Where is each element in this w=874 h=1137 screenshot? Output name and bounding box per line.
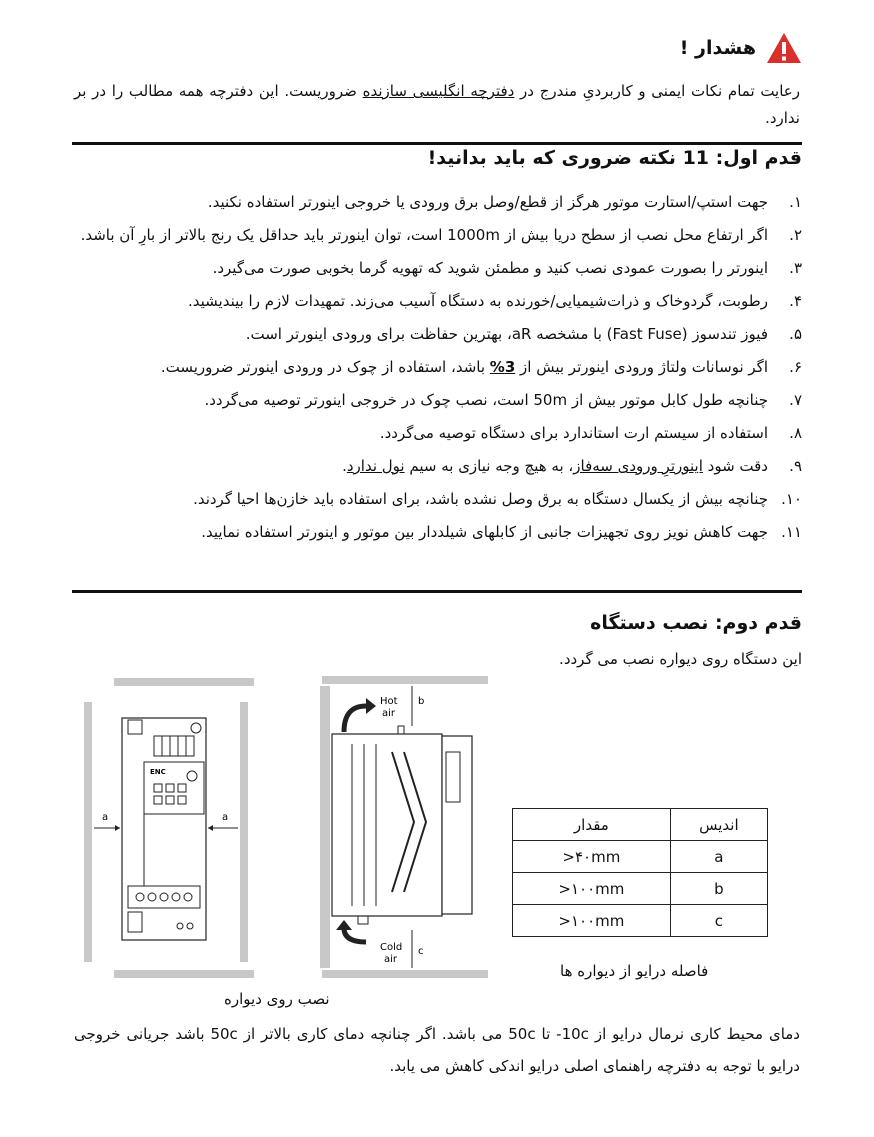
header-index: اندیس xyxy=(670,809,767,841)
bottom-clearance-bar xyxy=(322,970,488,978)
item-text: اگر ارتفاع محل نصب از سطح دریا بیش از 1000m است، توان اینورتر باید حداقل یک رنج بالاتر از بارِ آن باشد. xyxy=(80,226,768,244)
intro-text-after: ضروریست. این دفترچه همه مطالب را در بر ندارد. xyxy=(74,82,800,127)
step2-subtitle: این دستگاه روی دیواره نصب می گردد. xyxy=(559,650,802,668)
cell-index: a xyxy=(670,841,767,873)
table-row xyxy=(513,905,768,937)
voltage-threshold: 3% xyxy=(489,358,516,376)
cell-value: >۱۰۰mm xyxy=(513,905,671,937)
warning-header xyxy=(680,28,802,68)
inverter-front xyxy=(122,718,206,940)
item-number: ۱. xyxy=(789,193,802,211)
step1-list xyxy=(72,188,802,551)
top-clearance-bar xyxy=(322,676,488,684)
item-number: ۲. xyxy=(789,226,802,244)
cell-index: c xyxy=(670,905,767,937)
item-text-part: باشد، استفاده از چوک در ورودی اینورتر ضروریست. xyxy=(160,358,490,376)
manual-reference: دفترچه انگلیسی سازنده xyxy=(362,82,515,100)
label-a-right: a xyxy=(222,812,229,823)
list-item xyxy=(72,188,802,216)
section-divider xyxy=(72,142,802,145)
item-text: چنانچه طول کابل موتور بیش از 50m است، نصب چوک در خروجی اینورتر توصیه می‌گردد. xyxy=(204,391,768,409)
hot-label-2: air xyxy=(382,708,396,719)
mount-wall xyxy=(320,686,330,968)
three-phase-input: اینورترِ ورودی سه‌فاز xyxy=(573,457,703,475)
no-neutral: نول ندارد xyxy=(346,457,405,475)
item-text: چنانچه بیش از یکسال دستگاه به برق وصل نشده باشد، برای استفاده باید خازن‌ها احیا گردند. xyxy=(193,490,768,508)
header-value: مقدار xyxy=(513,809,671,841)
hot-label-1: Hot xyxy=(380,696,398,707)
item-number: ۵. xyxy=(789,325,802,343)
item-number: ۷. xyxy=(789,391,802,409)
warning-title: هشدار ! xyxy=(679,37,756,59)
section-divider xyxy=(72,590,802,593)
item-text xyxy=(72,452,768,480)
item-number: ۱۱. xyxy=(781,523,802,541)
step2-title: قدم دوم: نصب دستگاه xyxy=(590,612,802,634)
intro-text-before: رعایت تمام نکات ایمنی و کاربردیِ مندرج در xyxy=(514,82,800,100)
top-wall-bar xyxy=(114,678,254,686)
temperature-note: دمای محیط کاری نرمال درایو از 10c- تا 50c می باشد. اگر چنانچه دمای کاری بالاتر از 50c باشد جریانی خروجی درایو با توجه به دفترچه راهنمای اصلی درایو اندکی کاهش می یابد. xyxy=(74,1025,800,1075)
item-text xyxy=(72,353,768,381)
side-view-diagram xyxy=(318,672,492,982)
brand-label: ENC xyxy=(150,768,166,776)
cold-label-2: air xyxy=(384,954,398,965)
cell-value: >۱۰۰mm xyxy=(513,873,671,905)
spacing-arrow-left xyxy=(94,825,120,831)
item-number: ۶. xyxy=(789,358,802,376)
warning-intro xyxy=(74,78,800,132)
item-number: ۳. xyxy=(789,259,802,277)
list-item xyxy=(72,287,802,315)
spacing-arrow-right xyxy=(208,825,238,831)
list-item xyxy=(72,386,802,414)
item-number: ۹. xyxy=(789,457,802,475)
cold-air-arrow xyxy=(344,928,366,942)
list-item xyxy=(72,518,802,546)
label-a-left: a xyxy=(102,812,109,823)
item-text-part: اگر نوسانات ولتاژ ورودی اینورتر بیش از xyxy=(515,358,768,376)
item-text: جهت کاهش نویز روی تجهیزات جانبی از کابلهای شیلددار بین موتور و اینورتر استفاده نمایید. xyxy=(201,523,768,541)
list-item xyxy=(72,452,802,480)
item-number: ۱۰. xyxy=(781,490,802,508)
cell-value: >۴۰mm xyxy=(513,841,671,873)
table-header-row xyxy=(513,809,768,841)
item-text: استفاده از سیستم ارت استاندارد برای دستگاه توصیه می‌گردد. xyxy=(379,424,768,442)
list-item xyxy=(72,221,802,249)
list-item xyxy=(72,485,802,513)
item-text-part: . xyxy=(342,457,347,475)
table-row xyxy=(513,841,768,873)
spacing-table xyxy=(512,808,768,937)
step1-title: قدم اول: 11 نکته ضروری که باید بدانید! xyxy=(427,147,802,169)
right-wall-bar xyxy=(240,702,248,962)
label-b: b xyxy=(418,696,425,707)
warning-icon xyxy=(766,32,802,64)
bottom-wall-bar xyxy=(114,970,254,978)
item-number: ۴. xyxy=(789,292,802,310)
inverter-side xyxy=(332,726,472,924)
left-wall-bar xyxy=(84,702,92,962)
hot-air-arrow xyxy=(344,706,366,732)
cell-index: b xyxy=(670,873,767,905)
item-number: ۸. xyxy=(789,424,802,442)
item-text: فیوز تندسوز (Fast Fuse) با مشخصه aR، بهترین حفاظت برای ورودی اینورتر است. xyxy=(245,325,768,343)
label-c: c xyxy=(418,946,424,957)
item-text: اینورتر را بصورت عمودی نصب کنید و مطمئن شوید که تهویه گرما بخوبی صورت می‌گیرد. xyxy=(212,259,768,277)
cold-label-1: Cold xyxy=(380,942,403,953)
table-row xyxy=(513,873,768,905)
list-item xyxy=(72,419,802,447)
list-item xyxy=(72,353,802,381)
table-caption: فاصله درایو از دیواره ها xyxy=(560,962,709,980)
item-text-part: ، به هیچ وجه نیازی به سیم xyxy=(404,457,574,475)
wall-mount-caption: نصب روی دیواره xyxy=(224,990,330,1008)
item-text: رطوبت، گردوخاک و ذرات‌شیمیایی/خورنده به دستگاه آسیب می‌زند. تمهیدات لازم را بیندیشید. xyxy=(187,292,768,310)
item-text-part: دقت شود xyxy=(702,457,768,475)
item-text: جهت استپ/استارت موتور هرگز از قطع/وصل برق ورودی یا خروجی اینورتر استفاده نکنید. xyxy=(207,193,768,211)
list-item xyxy=(72,320,802,348)
list-item xyxy=(72,254,802,282)
front-view-diagram xyxy=(84,672,284,984)
